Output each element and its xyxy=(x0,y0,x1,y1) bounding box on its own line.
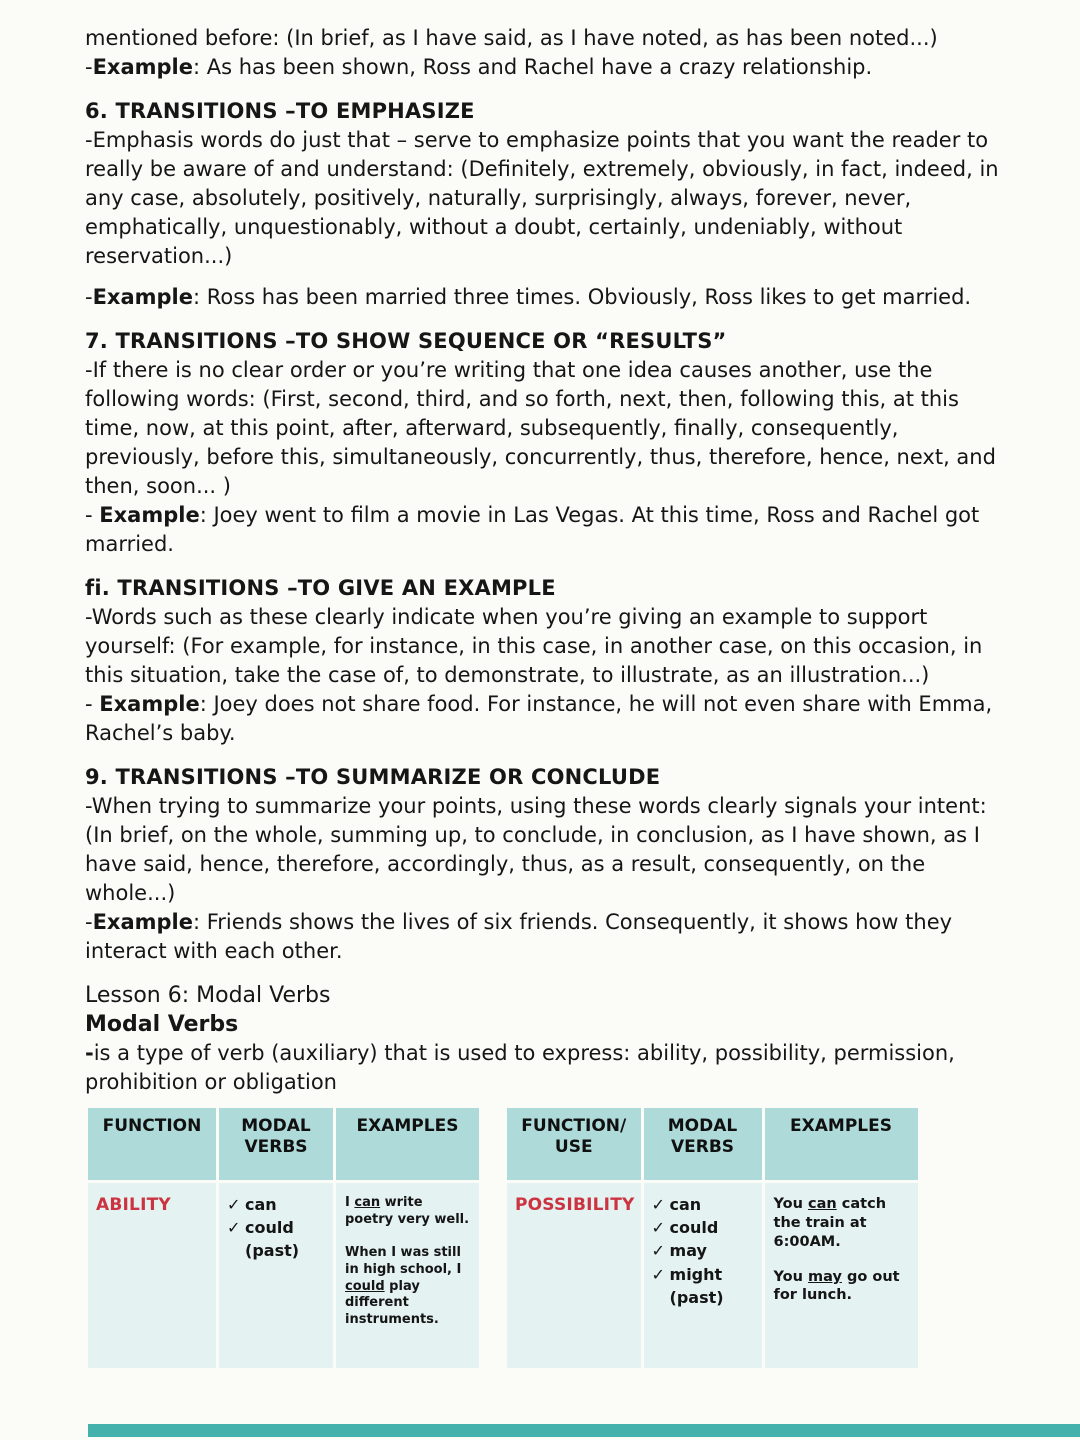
verb-item xyxy=(652,1239,758,1262)
col-header-examples: EXAMPLES xyxy=(765,1108,918,1180)
verb-label: may xyxy=(669,1241,707,1261)
example-dash: - xyxy=(85,692,100,716)
underlined-verb: can xyxy=(808,1196,837,1212)
lesson-subtitle: Modal Verbs xyxy=(85,1012,239,1037)
modal-verbs-cell xyxy=(219,1183,333,1368)
verb-item xyxy=(652,1286,758,1309)
example-label: Example xyxy=(92,910,193,934)
example-text: : Joey went to film a movie in Las Vegas. At this time, Ross and Rachel got married. xyxy=(85,503,986,556)
example-sentence xyxy=(345,1245,472,1329)
section-emphasize xyxy=(85,97,1006,312)
example-dash: - xyxy=(85,503,100,527)
check-icon: ✓ xyxy=(651,1195,665,1214)
col-header-examples: EXAMPLES xyxy=(336,1108,479,1180)
example-label: Example xyxy=(92,55,193,79)
section-body: -Words such as these clearly indicate when you’re giving an example to support yourself: (For example, for instance, in this case, in another case, on this occasion, in this situation, take the case of, to demonstrate, to illustrate, as an illustration...) xyxy=(85,605,990,687)
lesson-title: Lesson 6: Modal Verbs xyxy=(85,983,331,1008)
example-post: play different instruments. xyxy=(345,1278,439,1328)
lesson-definition xyxy=(85,1039,1002,1097)
modal-verbs-tables xyxy=(85,1105,1002,1371)
verb-label: (past) xyxy=(245,1241,300,1261)
example-post: write poetry very well. xyxy=(345,1195,470,1227)
example-post: catch the train at 6:00AM. xyxy=(773,1196,887,1250)
example-pre: When I was still in high school, I xyxy=(345,1244,462,1277)
section-example xyxy=(85,690,1002,748)
section-body: -If there is no clear order or you’re writing that one idea causes another, use the following words: (First, second, third, and so forth, next, then, following this, at this time, now, at this point, after, afterward, subsequently, finally, consequently, previously, before this, simultaneously, concurrently, thus, therefore, hence, next, and then, soon... ) xyxy=(85,358,1003,498)
example-sentence xyxy=(345,1195,472,1229)
section-body: -When trying to summarize your points, using these words clearly signals your intent: (In brief, on the whole, summing up, to conclude, in conclusion, as I have shown, as I have said, hence, therefore, accordingly, thus, as a result, consequently, on the whole...) xyxy=(85,794,994,905)
example-text: : Joey does not share food. For instance, he will not even share with Emma, Rachel’s baby. xyxy=(85,692,999,745)
verb-label: (past) xyxy=(669,1287,724,1307)
verb-label: can xyxy=(669,1195,702,1214)
example-text: : As has been shown, Ross and Rachel have a crazy relationship. xyxy=(193,55,873,79)
example-dash: - xyxy=(85,55,93,79)
example-label: Example xyxy=(99,692,200,716)
section-example xyxy=(85,501,1002,559)
possibility-table xyxy=(504,1105,921,1371)
example-dash: - xyxy=(85,285,93,309)
col-header-modal-verbs: MODAL VERBS xyxy=(644,1108,762,1180)
section-heading: 9. TRANSITIONS –TO SUMMARIZE OR CONCLUDE xyxy=(85,765,661,789)
examples-cell xyxy=(765,1183,918,1368)
example-pre: You xyxy=(773,1268,809,1285)
ability-table xyxy=(85,1105,482,1371)
col-header-function-use: FUNCTION/ USE xyxy=(507,1108,641,1180)
example-sentence xyxy=(774,1268,911,1306)
verb-item xyxy=(227,1193,329,1216)
col-header-function: FUNCTION xyxy=(88,1108,216,1180)
verb-label: might xyxy=(669,1264,723,1284)
function-cell: ABILITY xyxy=(88,1183,216,1368)
underlined-verb: may xyxy=(808,1268,842,1285)
modal-verbs-cell xyxy=(644,1183,762,1368)
col-header-modal-verbs: MODAL VERBS xyxy=(219,1108,333,1180)
example-label: Example xyxy=(92,285,193,309)
table-header-row xyxy=(88,1108,479,1180)
definition-dash: - xyxy=(85,1041,94,1065)
examples-cell xyxy=(336,1183,479,1368)
table-row-possibility xyxy=(507,1183,918,1368)
table-row-ability xyxy=(88,1183,479,1368)
check-spacer xyxy=(227,1239,245,1262)
example-post: go out for lunch. xyxy=(773,1268,900,1304)
example-pre: I xyxy=(345,1195,355,1210)
intro-paragraph: mentioned before: (In brief, as I have said, as I have noted, as has been noted...) xyxy=(85,26,938,50)
underlined-verb: can xyxy=(354,1195,381,1210)
verb-label: can xyxy=(245,1195,277,1214)
underlined-verb: could xyxy=(345,1278,385,1294)
example-text: : Ross has been married three times. Obviously, Ross likes to get married. xyxy=(193,285,972,309)
table-bottom-bar xyxy=(88,1424,1080,1437)
verb-item xyxy=(652,1263,758,1286)
section-summarize xyxy=(85,763,1002,966)
section-body: -Emphasis words do just that – serve to emphasize points that you want the reader to really be aware of and understand: (Definitely, extremely, obviously, in fact, indeed, in any case, absolutely, positively, naturally, surprisingly, always, forever, never, emphatically, unquestionably, without a doubt, certainly, undeniably, without reservation...) xyxy=(85,128,1006,268)
section-example xyxy=(85,283,1002,312)
section-sequence xyxy=(85,327,1002,559)
check-icon: ✓ xyxy=(227,1218,241,1238)
section-give-example xyxy=(85,574,1002,748)
check-icon: ✓ xyxy=(651,1241,665,1261)
section-example xyxy=(85,908,1002,966)
section-heading: fi. TRANSITIONS –TO GIVE AN EXAMPLE xyxy=(85,576,556,600)
verb-label: could xyxy=(245,1218,294,1238)
check-icon: ✓ xyxy=(227,1195,241,1214)
example-pre: You xyxy=(773,1196,809,1212)
example-text: : Friends shows the lives of six friends. Consequently, it shows how they interact with each other. xyxy=(85,910,959,963)
check-icon: ✓ xyxy=(651,1264,665,1284)
function-cell: POSSIBILITY xyxy=(507,1183,641,1368)
example-sentence xyxy=(774,1195,911,1252)
section-heading: 7. TRANSITIONS –TO SHOW SEQUENCE OR “RESULTS” xyxy=(85,329,727,353)
section-heading: 6. TRANSITIONS –TO EMPHASIZE xyxy=(85,99,475,123)
verb-item xyxy=(652,1193,758,1216)
example-label: Example xyxy=(99,503,200,527)
table-header-row xyxy=(507,1108,918,1180)
intro-example-paragraph xyxy=(85,53,1002,82)
check-icon: ✓ xyxy=(651,1218,665,1238)
example-dash: - xyxy=(85,910,93,934)
verb-item xyxy=(652,1216,758,1239)
verb-label: could xyxy=(669,1218,719,1238)
definition-text: is a type of verb (auxiliary) that is used to express: ability, possibility, permission, prohibition or obligation xyxy=(85,1041,962,1094)
check-spacer xyxy=(652,1286,670,1309)
verb-item xyxy=(227,1216,329,1239)
verb-item xyxy=(227,1239,329,1262)
